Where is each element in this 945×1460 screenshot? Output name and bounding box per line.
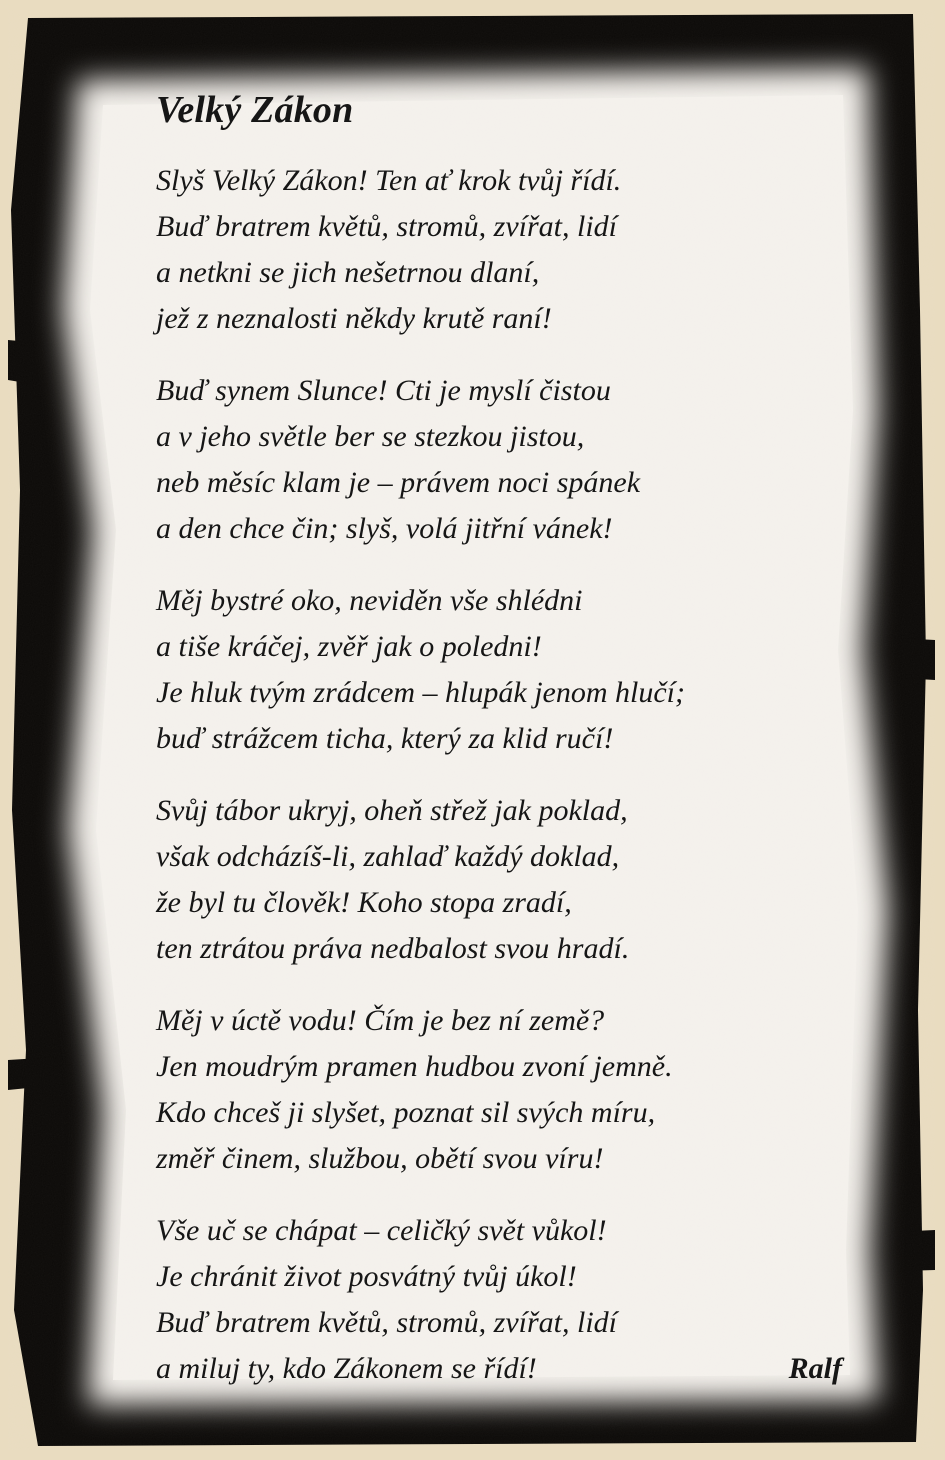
poem-line: změř činem, službou, obětí svou víru! — [156, 1142, 604, 1175]
poem-line: Jen moudrým pramen hudbou zvoní jemně. — [156, 1050, 673, 1083]
poem-line: Je chránit život posvátný tvůj úkol! — [156, 1260, 577, 1293]
poem-line: Vše uč se chápat – celičký svět vůkol! — [156, 1214, 607, 1247]
poem-line: Svůj tábor ukryj, oheň střež jak poklad, — [156, 794, 628, 827]
author-signature: Ralf — [788, 1352, 842, 1385]
poem-line: však odcházíš-li, zahlaď každý doklad, — [156, 840, 620, 873]
poem-line: buď strážcem ticha, který za klid ručí! — [156, 722, 614, 755]
poem-line: ten ztrátou práva nedbalost svou hradí. — [156, 932, 630, 965]
poem-line: Je hluk tvým zrádcem – hlupák jenom hlučí; — [156, 676, 685, 709]
poem-line: jež z neznalosti někdy krutě raní! — [156, 302, 552, 335]
poem-line: a netkni se jich nešetrnou dlaní, — [156, 256, 540, 289]
stanza-6 — [150, 1208, 870, 1392]
poem-line: a den chce čin; slyš, volá jitřní vánek! — [156, 512, 613, 545]
poem-line: Kdo chceš ji slyšet, poznat sil svých míru, — [156, 1096, 656, 1129]
stanza-3 — [150, 578, 870, 762]
poem-line: Buď synem Slunce! Cti je myslí čistou — [156, 374, 611, 407]
poem-content — [150, 88, 870, 1418]
poem-title: Velký Zákon — [156, 89, 354, 131]
poem-line: že byl tu člověk! Koho stopa zradí, — [156, 886, 572, 919]
poem-line: a tiše kráčej, zvěř jak o poledni! — [156, 630, 542, 663]
poem-line: Měj bystré oko, neviděn vše shlédni — [156, 584, 583, 617]
poem-line: a miluj ty, kdo Zákonem se řídí! — [156, 1352, 537, 1385]
poem-line: Měj v úctě vodu! Čím je bez ní země? — [156, 1004, 605, 1037]
poem-line: a v jeho světle ber se stezkou jistou, — [156, 420, 585, 453]
stanza-2 — [150, 368, 870, 552]
stanza-1 — [150, 158, 870, 342]
poem-line: neb měsíc klam je – právem noci spánek — [156, 466, 641, 499]
poem-line: Buď bratrem květů, stromů, zvířat, lidí — [156, 210, 617, 243]
stanza-4 — [150, 788, 870, 972]
poem-line: Slyš Velký Zákon! Ten ať krok tvůj řídí. — [156, 164, 622, 197]
last-line-row — [150, 1346, 870, 1392]
poem-line: Buď bratrem květů, stromů, zvířat, lidí — [156, 1306, 617, 1339]
stanza-5 — [150, 998, 870, 1182]
